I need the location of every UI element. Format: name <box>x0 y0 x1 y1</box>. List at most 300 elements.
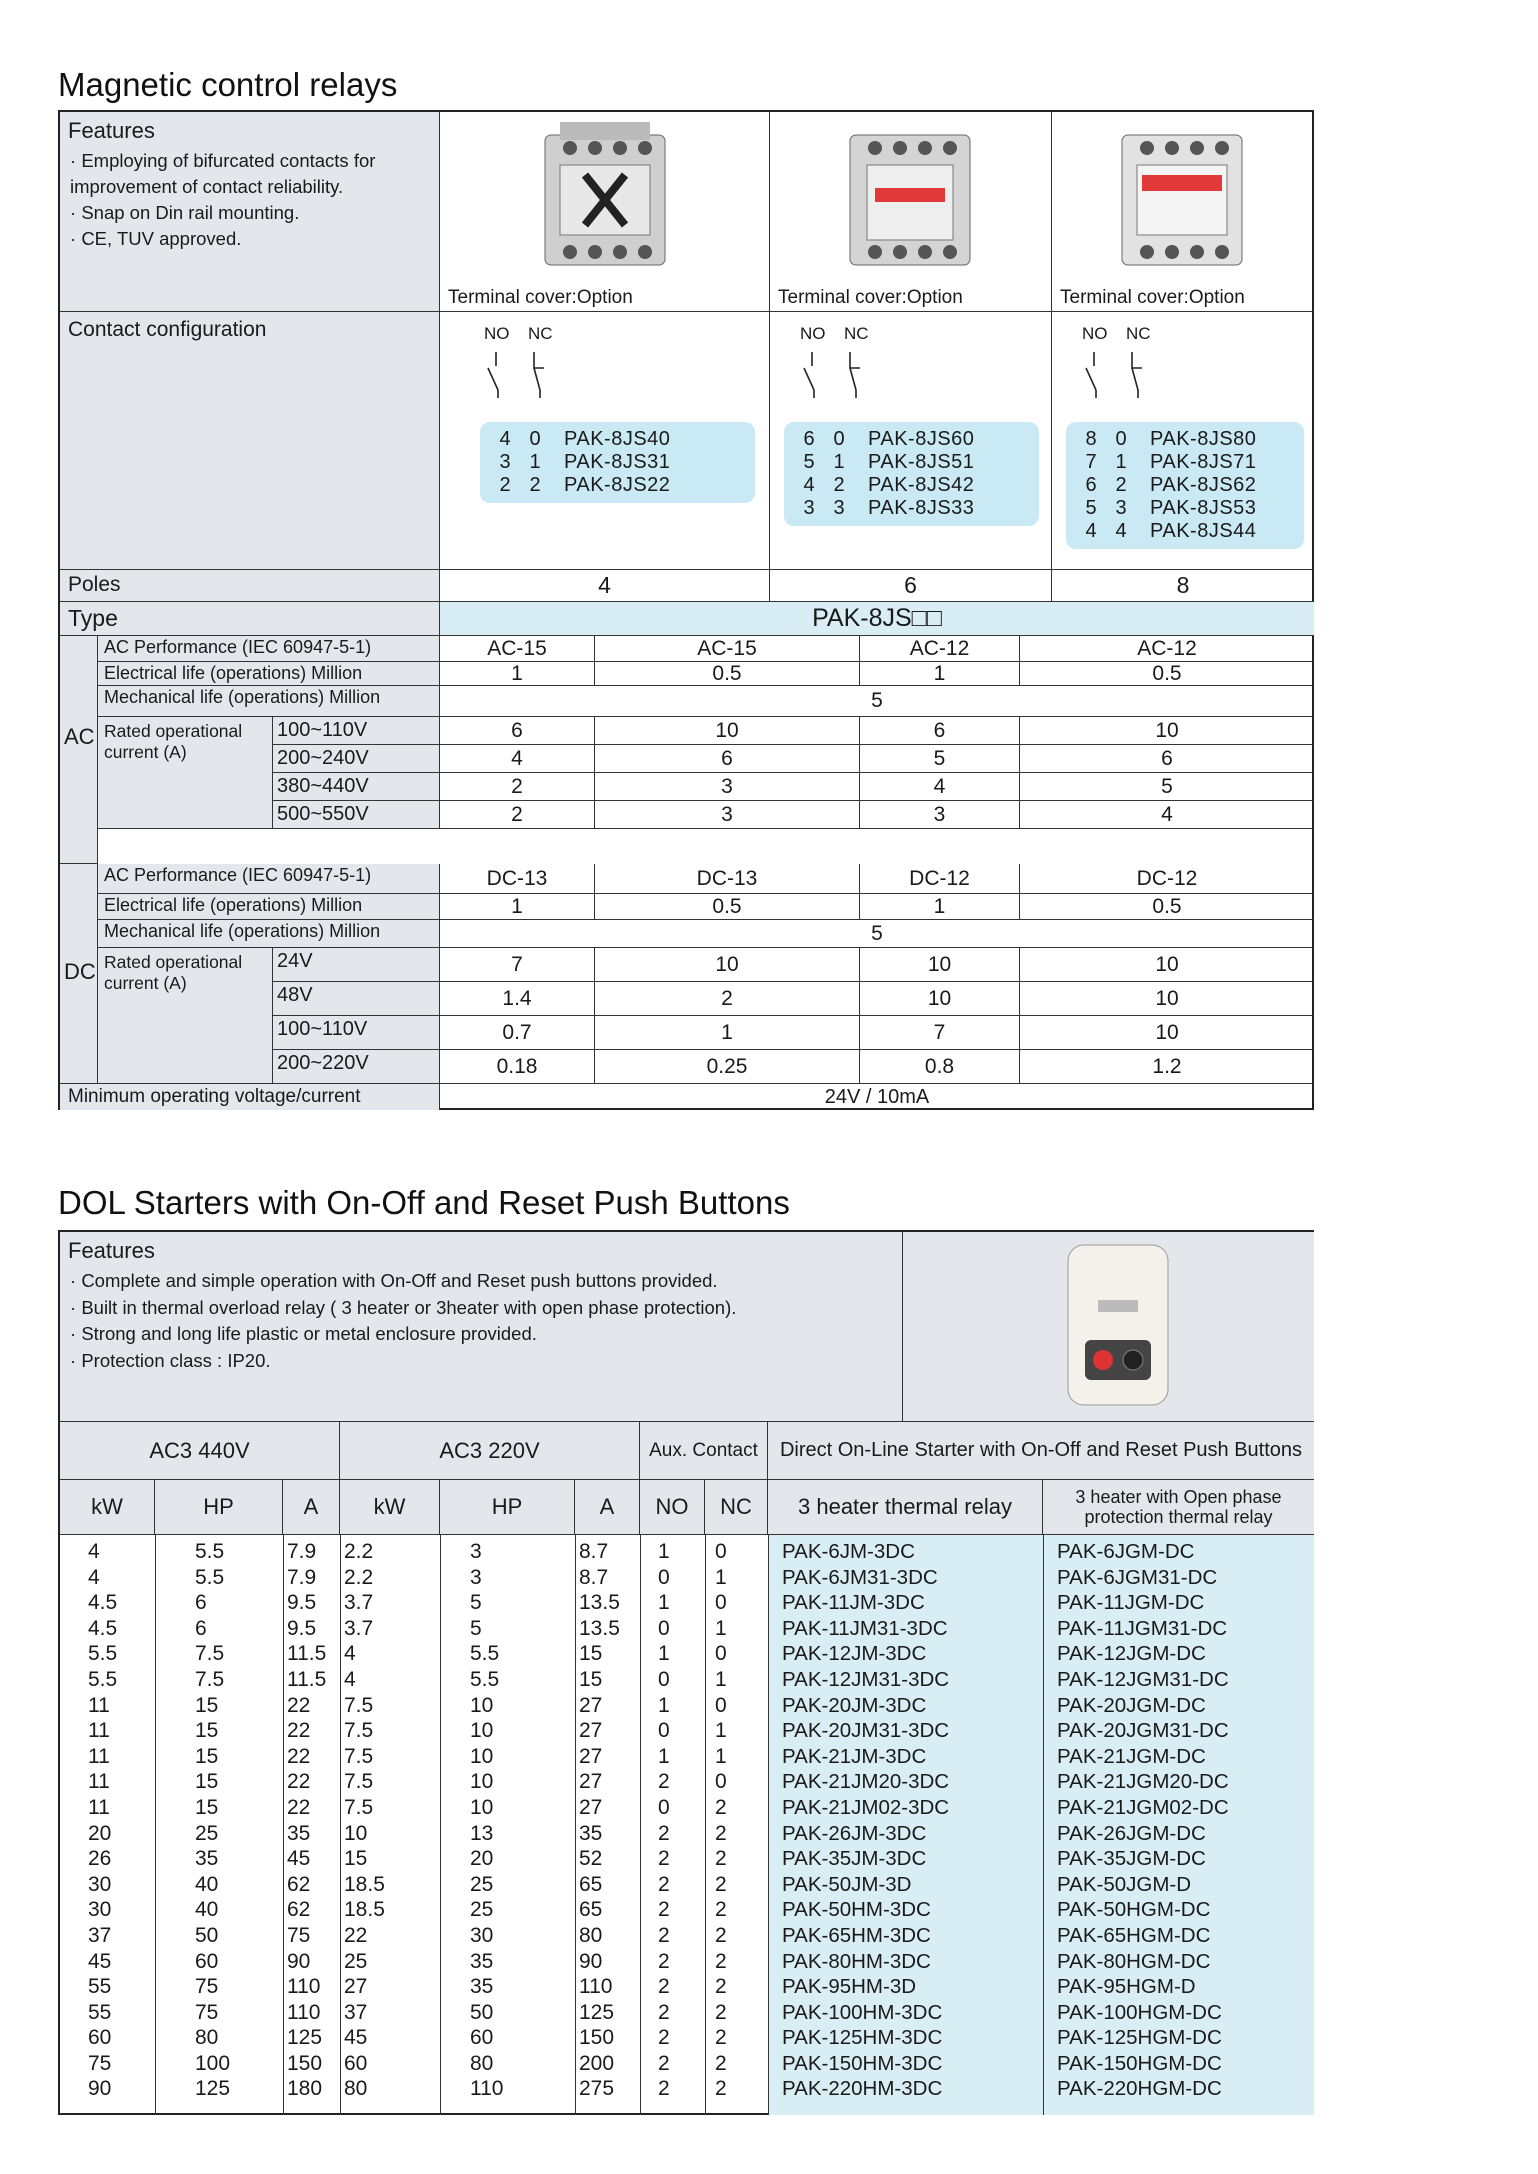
cell-hp-440: 80 <box>195 2026 219 2050</box>
config-row: 5 3 PAK-8JS53 <box>1085 497 1257 519</box>
column-divider <box>155 1535 156 2115</box>
ac-rated-current-label: Rated operational current (A) <box>104 721 243 762</box>
cell-model-open-phase: PAK-20JGM-DC <box>1057 1693 1206 1717</box>
dc-voltage-label: 100~110V <box>277 1018 368 1040</box>
cell-kw-440: 5.5 <box>88 1642 118 1666</box>
relay-section-title: Magnetic control relays <box>58 66 398 103</box>
cell-aux-no: 2 <box>658 1821 670 1845</box>
contact-config-label: Contact configuration <box>68 318 267 341</box>
cell-hp-440: 75 <box>195 2000 219 2024</box>
cell-kw-440: 26 <box>88 1847 112 1871</box>
cell-kw-220: 3.7 <box>344 1591 374 1615</box>
dc-rated-current-value: 1.4 <box>440 982 595 1016</box>
dc-performance-value: DC-12 <box>1020 864 1314 894</box>
dc-electrical-life-value: 0.5 <box>1020 894 1314 920</box>
cell-model-3heater: PAK-26JM-3DC <box>782 1821 927 1845</box>
cell-kw-220: 18.5 <box>344 1898 385 1922</box>
ac-mechanical-life-label-cell <box>98 686 440 717</box>
cell-a-440: 11.5 <box>287 1667 327 1691</box>
cell-aux-no: 2 <box>658 2026 670 2050</box>
cell-kw-440: 11 <box>88 1744 110 1768</box>
config-row: 2 2 PAK-8JS22 <box>499 474 671 496</box>
dc-side-cell <box>60 864 98 1084</box>
ac-mechanical-life-value: 5 <box>440 686 1314 717</box>
cell-aux-nc: 2 <box>715 1949 727 1973</box>
cell-hp-220: 5 <box>470 1616 482 1640</box>
cell-aux-no: 1 <box>658 1540 670 1563</box>
ac-performance-value: AC-15 <box>595 636 860 662</box>
cell-model-3heater: PAK-35JM-3DC <box>782 1847 927 1871</box>
cell-aux-no: 2 <box>658 2077 670 2101</box>
cell-kw-220: 2.2 <box>344 1540 374 1563</box>
cell-kw-440: 4.5 <box>88 1616 118 1640</box>
header-a: A <box>575 1480 640 1535</box>
ac-performance-label: AC Performance (IEC 60947-5-1) <box>104 637 372 657</box>
header-a: A <box>283 1480 340 1535</box>
dc-rated-current-value: 10 <box>1020 1016 1314 1050</box>
column-divider <box>575 1535 576 2115</box>
cell-a-220: 27 <box>579 1770 603 1794</box>
column-kw-440 <box>88 1539 117 2102</box>
cell-aux-no: 2 <box>658 1898 670 1922</box>
cell-kw-440: 4 <box>88 1565 100 1589</box>
ac-electrical-life-value: 0.5 <box>595 662 860 686</box>
ac-rated-current-value: 2 <box>440 773 595 801</box>
cell-kw-440: 11 <box>88 1770 110 1794</box>
cell-hp-220: 3 <box>470 1565 482 1589</box>
cell-a-440: 11.5 <box>287 1642 327 1666</box>
config-cell-4pole <box>440 312 770 570</box>
cell-a-220: 13.5 <box>579 1616 620 1640</box>
cell-kw-440: 30 <box>88 1898 112 1922</box>
cell-a-440: 22 <box>287 1693 311 1717</box>
cell-kw-220: 4 <box>344 1642 356 1666</box>
column-divider <box>1043 1535 1044 2115</box>
ac-voltage-label: 100~110V <box>277 719 368 741</box>
cell-hp-220: 5 <box>470 1591 482 1615</box>
dc-voltage-cell <box>273 1016 440 1050</box>
nc-label: NC <box>844 324 869 343</box>
cell-hp-220: 10 <box>470 1719 494 1743</box>
cell-kw-220: 7.5 <box>344 1795 374 1819</box>
cell-kw-220: 7.5 <box>344 1719 374 1743</box>
cell-aux-no: 1 <box>658 1642 670 1666</box>
dc-rated-current-value: 10 <box>860 948 1020 982</box>
cell-model-3heater: PAK-125HM-3DC <box>782 2026 943 2050</box>
dc-performance-label-cell <box>98 864 440 894</box>
cell-kw-220: 37 <box>344 2000 368 2024</box>
cell-model-3heater: PAK-95HM-3D <box>782 1975 917 1999</box>
cell-kw-220: 18.5 <box>344 1872 385 1896</box>
cell-a-220: 8.7 <box>579 1540 609 1563</box>
ac-voltage-cell <box>273 773 440 801</box>
dol-feature-item: · Protection class : IP20. <box>70 1348 736 1375</box>
dc-electrical-life-value: 1 <box>440 894 595 920</box>
cell-a-440: 22 <box>287 1744 311 1768</box>
relay-photo-cell-6pole <box>770 112 1052 312</box>
cell-aux-nc: 1 <box>715 1667 727 1691</box>
column-divider <box>705 1535 706 2115</box>
ac-rated-current-value: 6 <box>440 717 595 745</box>
cell-a-220: 15 <box>579 1642 603 1666</box>
min-operating-label: Minimum operating voltage/current <box>68 1086 361 1107</box>
config-row: 5 1 PAK-8JS51 <box>803 451 975 473</box>
config-box-8pole <box>1066 422 1304 549</box>
dol-feature-item: · Strong and long life plastic or metal enclosure provided. <box>70 1321 736 1348</box>
config-row: 3 1 PAK-8JS31 <box>499 451 671 473</box>
ac-voltage-label: 200~240V <box>277 747 369 769</box>
cell-aux-nc: 2 <box>715 2077 727 2101</box>
dc-mechanical-life-value: 5 <box>440 920 1314 948</box>
cell-model-open-phase: PAK-6JGM-DC <box>1057 1540 1195 1563</box>
cell-hp-440: 15 <box>195 1770 219 1794</box>
cell-model-open-phase: PAK-80HGM-DC <box>1057 1949 1211 1973</box>
cell-model-3heater: PAK-20JM31-3DC <box>782 1719 950 1743</box>
cell-model-3heater: PAK-21JM20-3DC <box>782 1770 950 1794</box>
terminal-cover-caption: Terminal cover:Option <box>448 287 633 308</box>
cell-aux-no: 2 <box>658 1770 670 1794</box>
ac-voltage-cell <box>273 717 440 745</box>
cell-hp-440: 50 <box>195 1923 219 1947</box>
cell-a-440: 9.5 <box>287 1616 317 1640</box>
cell-hp-440: 15 <box>195 1693 219 1717</box>
ac-rated-current-value: 3 <box>860 801 1020 829</box>
cell-hp-440: 15 <box>195 1719 219 1743</box>
cell-a-220: 35 <box>579 1821 603 1845</box>
cell-model-open-phase: PAK-6JGM31-DC <box>1057 1565 1218 1589</box>
ac-voltage-cell <box>273 801 440 829</box>
relay-features-list <box>70 148 430 252</box>
cell-kw-440: 45 <box>88 1949 112 1973</box>
cell-hp-440: 40 <box>195 1898 219 1922</box>
cell-aux-nc: 2 <box>715 1872 727 1896</box>
ac-rated-current-value: 4 <box>1020 801 1314 829</box>
cell-model-open-phase: PAK-125HGM-DC <box>1057 2026 1222 2050</box>
cell-aux-no: 2 <box>658 2000 670 2024</box>
cell-hp-220: 10 <box>470 1693 494 1717</box>
cell-aux-no: 2 <box>658 1872 670 1896</box>
cell-aux-nc: 1 <box>715 1565 727 1589</box>
cell-aux-nc: 2 <box>715 2051 727 2075</box>
cell-model-open-phase: PAK-50JGM-D <box>1057 1872 1192 1896</box>
ac-voltage-label: 500~550V <box>277 803 369 825</box>
dc-rated-current-value: 10 <box>1020 982 1314 1016</box>
cell-model-open-phase: PAK-50HGM-DC <box>1057 1898 1211 1922</box>
column-divider <box>340 1535 341 2115</box>
ac-mechanical-life-label: Mechanical life (operations) Million <box>104 687 381 707</box>
cell-kw-220: 45 <box>344 2026 368 2050</box>
header-hp: HP <box>440 1480 575 1535</box>
dc-rated-current-value: 0.7 <box>440 1016 595 1050</box>
relay-spec-table <box>58 110 1314 1110</box>
cell-a-440: 75 <box>287 1923 311 1947</box>
config-cell-6pole <box>770 312 1052 570</box>
relay-photo-cell-4pole <box>440 112 770 312</box>
cell-a-220: 150 <box>579 2026 615 2050</box>
cell-kw-220: 10 <box>344 1821 368 1845</box>
config-row: 4 4 PAK-8JS44 <box>1085 520 1257 542</box>
type-label-cell <box>60 602 440 636</box>
dc-rated-current-value: 10 <box>1020 948 1314 982</box>
cell-a-440: 9.5 <box>287 1591 317 1615</box>
ac-rated-current-value: 10 <box>595 717 860 745</box>
cell-hp-440: 15 <box>195 1744 219 1768</box>
cell-model-open-phase: PAK-100HGM-DC <box>1057 2000 1222 2024</box>
cell-kw-220: 60 <box>344 2051 368 2075</box>
cell-a-220: 65 <box>579 1898 603 1922</box>
relay-6pole-image <box>845 120 975 270</box>
dol-starter-image <box>1063 1240 1173 1415</box>
cell-aux-no: 0 <box>658 1795 670 1819</box>
cell-a-220: 65 <box>579 1872 603 1896</box>
dc-electrical-life-label: Electrical life (operations) Million <box>104 895 363 915</box>
cell-hp-440: 25 <box>195 1821 219 1845</box>
cell-a-220: 80 <box>579 1923 603 1947</box>
column-aux-nc <box>715 1539 727 2102</box>
cell-aux-nc: 2 <box>715 1923 727 1947</box>
cell-model-open-phase: PAK-11JGM31-DC <box>1057 1616 1228 1640</box>
cell-aux-nc: 0 <box>715 1591 727 1615</box>
dc-performance-label: AC Performance (IEC 60947-5-1) <box>104 865 372 885</box>
ac-side-cell <box>60 636 98 864</box>
cell-a-440: 22 <box>287 1795 311 1819</box>
cell-hp-440: 5.5 <box>195 1540 225 1563</box>
cell-hp-440: 60 <box>195 1949 219 1973</box>
header-3heater: 3 heater thermal relay <box>768 1480 1043 1535</box>
cell-a-220: 27 <box>579 1744 603 1768</box>
header-hp: HP <box>155 1480 283 1535</box>
config-cell-8pole <box>1052 312 1314 570</box>
cell-model-open-phase: PAK-65HGM-DC <box>1057 1923 1211 1947</box>
dol-spec-table <box>58 1230 1314 2115</box>
config-row: 7 1 PAK-8JS71 <box>1085 451 1257 473</box>
relay-feature-item: · Employing of bifurcated contacts for improvement of contact reliability. <box>70 148 430 200</box>
cell-a-220: 13.5 <box>579 1591 620 1615</box>
cell-aux-no: 2 <box>658 1949 670 1973</box>
cell-hp-220: 5.5 <box>470 1642 500 1666</box>
cell-kw-220: 25 <box>344 1949 368 1973</box>
ac-rated-current-label-cell <box>98 717 273 829</box>
header-direct-online: Direct On-Line Starter with On-Off and Reset Push Buttons <box>768 1422 1314 1480</box>
contact-symbol-icon <box>1078 350 1168 400</box>
dol-features-list <box>70 1268 736 1374</box>
dc-rated-current-value: 0.18 <box>440 1050 595 1084</box>
cell-a-440: 35 <box>287 1821 311 1845</box>
ac-electrical-life-value: 1 <box>860 662 1020 686</box>
column-a-440 <box>287 1539 326 2102</box>
nc-label: NC <box>528 324 553 343</box>
cell-a-220: 52 <box>579 1847 603 1871</box>
cell-hp-220: 30 <box>470 1923 494 1947</box>
dc-performance-value: DC-13 <box>440 864 595 894</box>
cell-model-3heater: PAK-21JM-3DC <box>782 1744 927 1768</box>
dc-voltage-cell <box>273 948 440 982</box>
cell-hp-440: 7.5 <box>195 1642 225 1666</box>
ac-electrical-life-label: Electrical life (operations) Million <box>104 663 363 683</box>
cell-model-3heater: PAK-80HM-3DC <box>782 1949 931 1973</box>
poles-label-cell <box>60 570 440 602</box>
cell-kw-440: 75 <box>88 2051 112 2075</box>
config-row: 4 0 PAK-8JS40 <box>499 428 671 450</box>
ac-performance-value: AC-15 <box>440 636 595 662</box>
dc-rated-current-value: 7 <box>860 1016 1020 1050</box>
cell-aux-nc: 2 <box>715 1795 727 1819</box>
cell-a-440: 45 <box>287 1847 311 1871</box>
column-model-3heater <box>782 1539 949 2102</box>
cell-kw-440: 11 <box>88 1693 110 1717</box>
cell-a-220: 110 <box>579 1975 613 1999</box>
config-row: 6 2 PAK-8JS62 <box>1085 474 1257 496</box>
cell-kw-220: 7.5 <box>344 1744 374 1768</box>
cell-kw-220: 22 <box>344 1923 368 1947</box>
dc-rated-current-value: 10 <box>595 948 860 982</box>
cell-hp-440: 6 <box>195 1616 207 1640</box>
cell-kw-220: 3.7 <box>344 1616 374 1640</box>
column-divider <box>768 1535 769 2115</box>
cell-kw-440: 55 <box>88 1975 112 1999</box>
dc-voltage-label: 48V <box>277 984 313 1006</box>
cell-model-3heater: PAK-11JM31-3DC <box>782 1616 948 1640</box>
relay-features-title: Features <box>68 118 155 143</box>
cell-hp-440: 35 <box>195 1847 219 1871</box>
ac-rated-current-value: 10 <box>1020 717 1314 745</box>
cell-aux-nc: 2 <box>715 1821 727 1845</box>
column-divider <box>440 1535 441 2115</box>
cell-a-440: 90 <box>287 1949 311 1973</box>
cell-a-220: 275 <box>579 2077 615 2101</box>
cell-a-440: 7.9 <box>287 1565 317 1589</box>
config-row: 8 0 PAK-8JS80 <box>1085 428 1257 450</box>
cell-aux-no: 0 <box>658 1667 670 1691</box>
config-row: 6 0 PAK-8JS60 <box>803 428 975 450</box>
dc-performance-value: DC-12 <box>860 864 1020 894</box>
contact-config-label-cell <box>60 312 440 570</box>
cell-kw-220: 7.5 <box>344 1770 374 1794</box>
cell-aux-no: 0 <box>658 1616 670 1640</box>
ac-performance-value: AC-12 <box>1020 636 1314 662</box>
cell-aux-no: 0 <box>658 1565 670 1589</box>
config-row: 4 2 PAK-8JS42 <box>803 474 975 496</box>
ac-voltage-label: 380~440V <box>277 775 369 797</box>
cell-a-220: 90 <box>579 1949 603 1973</box>
cell-model-3heater: PAK-21JM02-3DC <box>782 1795 950 1819</box>
ac-rated-current-value: 5 <box>1020 773 1314 801</box>
ac-electrical-life-value: 1 <box>440 662 595 686</box>
header-no: NO <box>640 1480 705 1535</box>
cell-hp-440: 7.5 <box>195 1667 225 1691</box>
ac-rated-current-value: 6 <box>860 717 1020 745</box>
cell-model-3heater: PAK-20JM-3DC <box>782 1693 927 1717</box>
relay-4pole-image <box>540 120 670 270</box>
cell-hp-220: 5.5 <box>470 1667 500 1691</box>
cell-aux-no: 2 <box>658 1923 670 1947</box>
cell-hp-220: 35 <box>470 1949 494 1973</box>
cell-aux-nc: 2 <box>715 2000 727 2024</box>
cell-hp-440: 6 <box>195 1591 207 1615</box>
dol-feature-item: · Complete and simple operation with On-Off and Reset push buttons provided. <box>70 1268 736 1295</box>
cell-kw-220: 2.2 <box>344 1565 374 1589</box>
cell-kw-220: 15 <box>344 1847 368 1871</box>
dc-rated-current-value: 7 <box>440 948 595 982</box>
min-operating-value: 24V / 10mA <box>824 1085 930 1108</box>
no-label: NO <box>800 324 826 343</box>
cell-aux-no: 1 <box>658 1591 670 1615</box>
cell-model-3heater: PAK-12JM31-3DC <box>782 1667 950 1691</box>
cell-hp-220: 13 <box>470 1821 494 1845</box>
no-label: NO <box>1082 324 1108 343</box>
cell-aux-nc: 0 <box>715 1540 727 1563</box>
cell-hp-220: 25 <box>470 1898 494 1922</box>
ac-rated-current-value: 6 <box>595 745 860 773</box>
cell-hp-220: 10 <box>470 1744 494 1768</box>
dc-rated-current-value: 10 <box>860 982 1020 1016</box>
type-label: Type <box>68 605 118 631</box>
terminal-cover-caption: Terminal cover:Option <box>778 287 963 308</box>
column-kw-220 <box>344 1539 385 2102</box>
cell-aux-nc: 1 <box>715 1616 727 1640</box>
dc-rated-current-value: 0.25 <box>595 1050 860 1084</box>
ac-rated-current-value: 3 <box>595 773 860 801</box>
cell-hp-220: 10 <box>470 1795 494 1819</box>
cell-hp-220: 50 <box>470 2000 494 2024</box>
dol-features-title: Features <box>68 1238 155 1263</box>
ac-electrical-life-value: 0.5 <box>1020 662 1314 686</box>
cell-model-3heater: PAK-50JM-3D <box>782 1872 912 1896</box>
header-ac3-440: AC3 440V <box>60 1422 340 1480</box>
ac-rated-current-value: 2 <box>440 801 595 829</box>
ac-rated-current-value: 6 <box>1020 745 1314 773</box>
dc-performance-value: DC-13 <box>595 864 860 894</box>
cell-a-440: 7.9 <box>287 1540 317 1563</box>
column-divider <box>283 1535 284 2115</box>
dc-electrical-life-value: 0.5 <box>595 894 860 920</box>
dc-voltage-cell <box>273 1050 440 1084</box>
cell-aux-nc: 2 <box>715 1975 727 1999</box>
cell-hp-440: 75 <box>195 1975 219 1999</box>
cell-model-3heater: PAK-12JM-3DC <box>782 1642 927 1666</box>
relay-photo-cell-8pole <box>1052 112 1314 312</box>
cell-aux-nc: 1 <box>715 1719 727 1743</box>
cell-model-3heater: PAK-220HM-3DC <box>782 2077 943 2101</box>
poles-value: 6 <box>770 570 1052 602</box>
cell-aux-no: 0 <box>658 1719 670 1743</box>
column-model-open-phase <box>1057 1539 1229 2102</box>
relay-feature-item: · CE, TUV approved. <box>70 226 430 252</box>
header-kw: kW <box>60 1480 155 1535</box>
dol-features-cell <box>60 1232 903 1422</box>
dol-section-title: DOL Starters with On-Off and Reset Push Buttons <box>58 1184 790 1221</box>
cell-kw-440: 11 <box>88 1719 110 1743</box>
cell-a-440: 110 <box>287 1975 321 1999</box>
cell-kw-440: 55 <box>88 2000 112 2024</box>
poles-label: Poles <box>68 573 121 596</box>
poles-value: 4 <box>440 570 770 602</box>
ac-rated-current-value: 4 <box>440 745 595 773</box>
header-kw: kW <box>340 1480 440 1535</box>
cell-kw-220: 80 <box>344 2077 368 2101</box>
dc-mechanical-life-label-cell <box>98 920 440 948</box>
cell-hp-220: 20 <box>470 1847 494 1871</box>
cell-model-3heater: PAK-6JM31-3DC <box>782 1565 938 1589</box>
cell-aux-no: 1 <box>658 1744 670 1768</box>
min-operating-label-cell <box>60 1084 440 1110</box>
cell-a-220: 8.7 <box>579 1565 609 1589</box>
cell-a-440: 22 <box>287 1770 311 1794</box>
cell-model-3heater: PAK-100HM-3DC <box>782 2000 943 2024</box>
cell-model-open-phase: PAK-12JGM31-DC <box>1057 1667 1229 1691</box>
cell-kw-440: 20 <box>88 1821 112 1845</box>
cell-kw-440: 37 <box>88 1923 112 1947</box>
